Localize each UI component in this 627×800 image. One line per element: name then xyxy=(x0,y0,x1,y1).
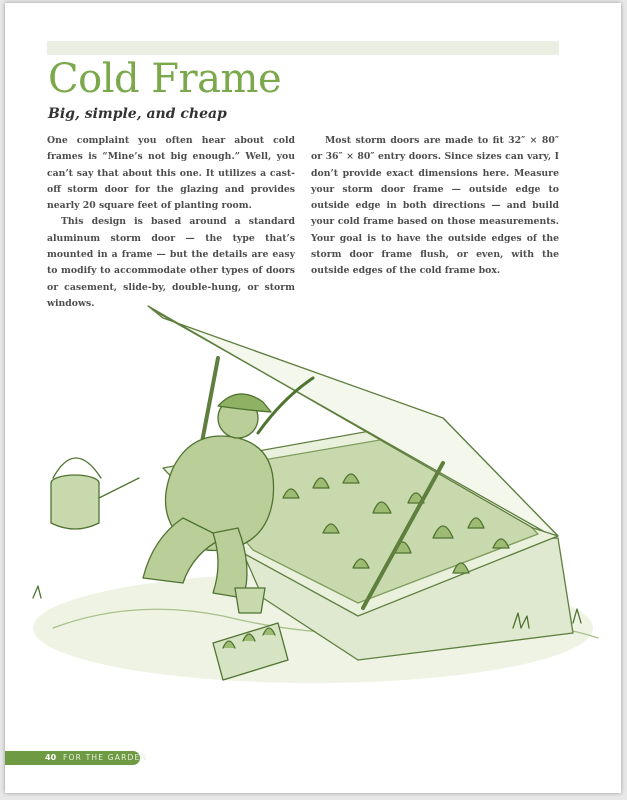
body-column-right xyxy=(311,133,559,280)
page-title: Cold Frame xyxy=(48,56,282,102)
body-column-left xyxy=(47,133,295,312)
body-paragraph: One complaint you often hear about cold frames is “Mine’s not big enough.” Well, you can’t say that about this one. It utilizes a cast-off storm door for the glazing and provides nearly 20 square feet of planting room. xyxy=(47,135,295,212)
cold-frame-gardener-illustration xyxy=(13,298,613,703)
body-paragraph: This design is based around a standard aluminum storm door — the type that’s mounted in a frame — but the details are easy to modify to accommodate other types of doors or casement, slide-by, double-hung, or storm windows. xyxy=(47,216,295,309)
header-rule xyxy=(47,41,559,55)
document-page xyxy=(5,3,621,793)
page-number: 40 xyxy=(45,753,57,762)
body-paragraph: Most storm doors are made to fit 32″ × 80″ or 36″ × 80″ entry doors. Since sizes can vary, I don’t provide exact dimensions here. Measure your storm door frame — outside edge to outside edge in both directions — and build your cold frame based on those measurements. Your goal is to have the outside edges of the storm door frame flush, or even, with the outside edges of the cold frame box. xyxy=(311,135,559,277)
page-subtitle: Big, simple, and cheap xyxy=(48,106,227,122)
section-label: FOR THE GARDEN xyxy=(63,753,148,762)
